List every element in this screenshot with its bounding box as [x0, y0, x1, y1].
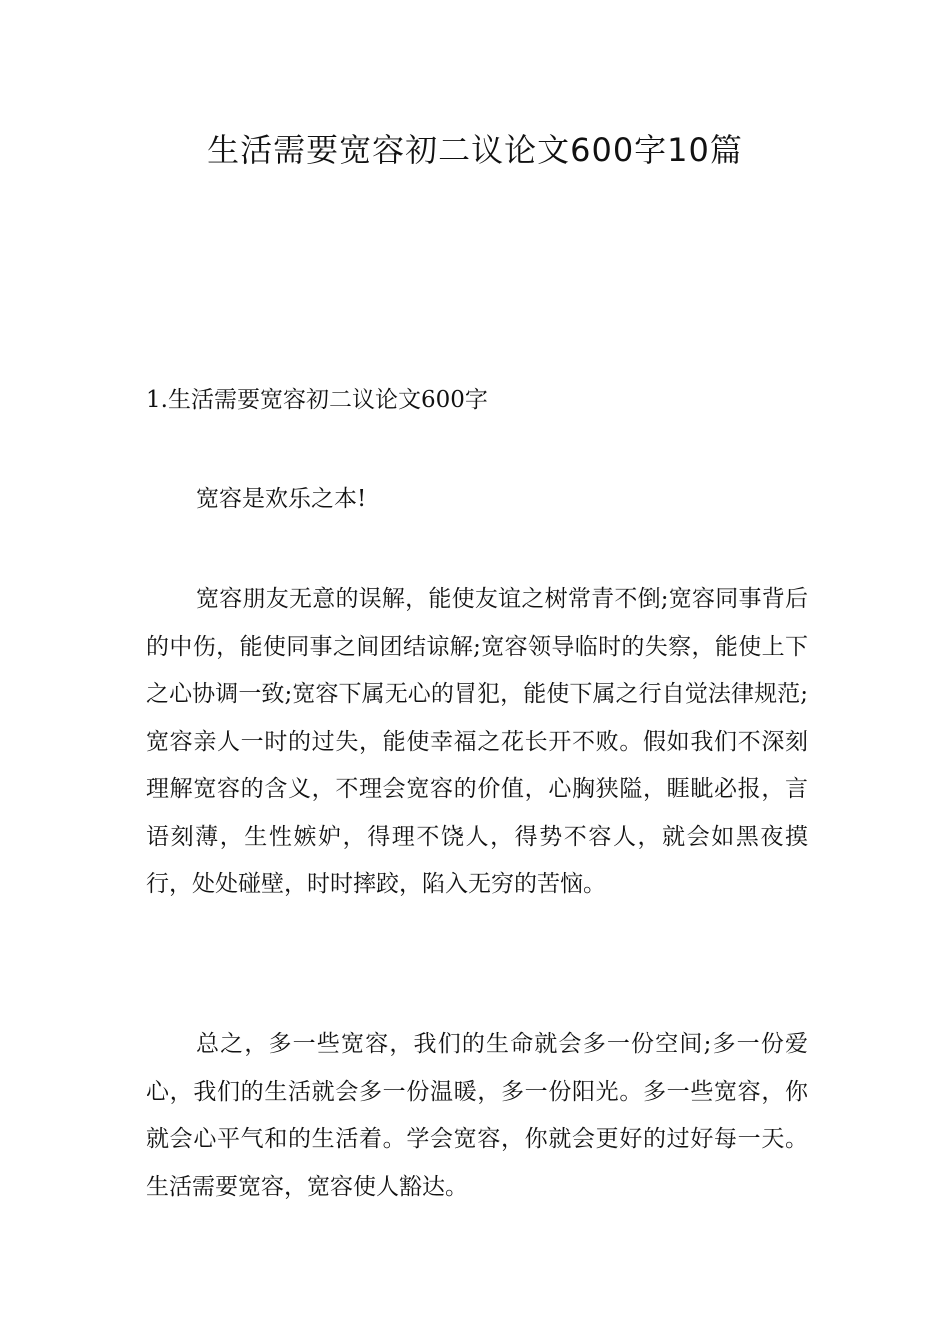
paragraph-1: 宽容是欢乐之本!: [196, 486, 367, 512]
section-heading: 1.生活需要宽容初二议论文600字: [146, 387, 488, 413]
document-title: 生活需要宽容初二议论文600字10篇: [207, 131, 743, 169]
paragraph-3: 总之，多一些宽容，我们的生命就会多一份空间;多一份爱心，我们的生活就会多一份温暖，多一份阳光。多一些宽容，你就会心平气和的生活着。学会宽容，你就会更好的过好每一天。生活需要宽容，宽容使人豁达。: [146, 1031, 808, 1200]
paragraph-2: 宽容朋友无意的误解，能使友谊之树常青不倒;宽容同事背后的中伤，能使同事之间团结谅解;宽容领导临时的失察，能使上下之心协调一致;宽容下属无心的冒犯，能使下属之行自觉法律规范;宽容亲人一时的过失，能使幸福之花长开不败。假如我们不深刻理解宽容的含义，不理会宽容的价值，心胸狭隘，睚眦必报，言语刻薄，生性嫉妒，得理不饶人，得势不容人，就会如黑夜摸行，处处碰壁，时时摔跤，陷入无穷的苦恼。: [146, 586, 808, 897]
